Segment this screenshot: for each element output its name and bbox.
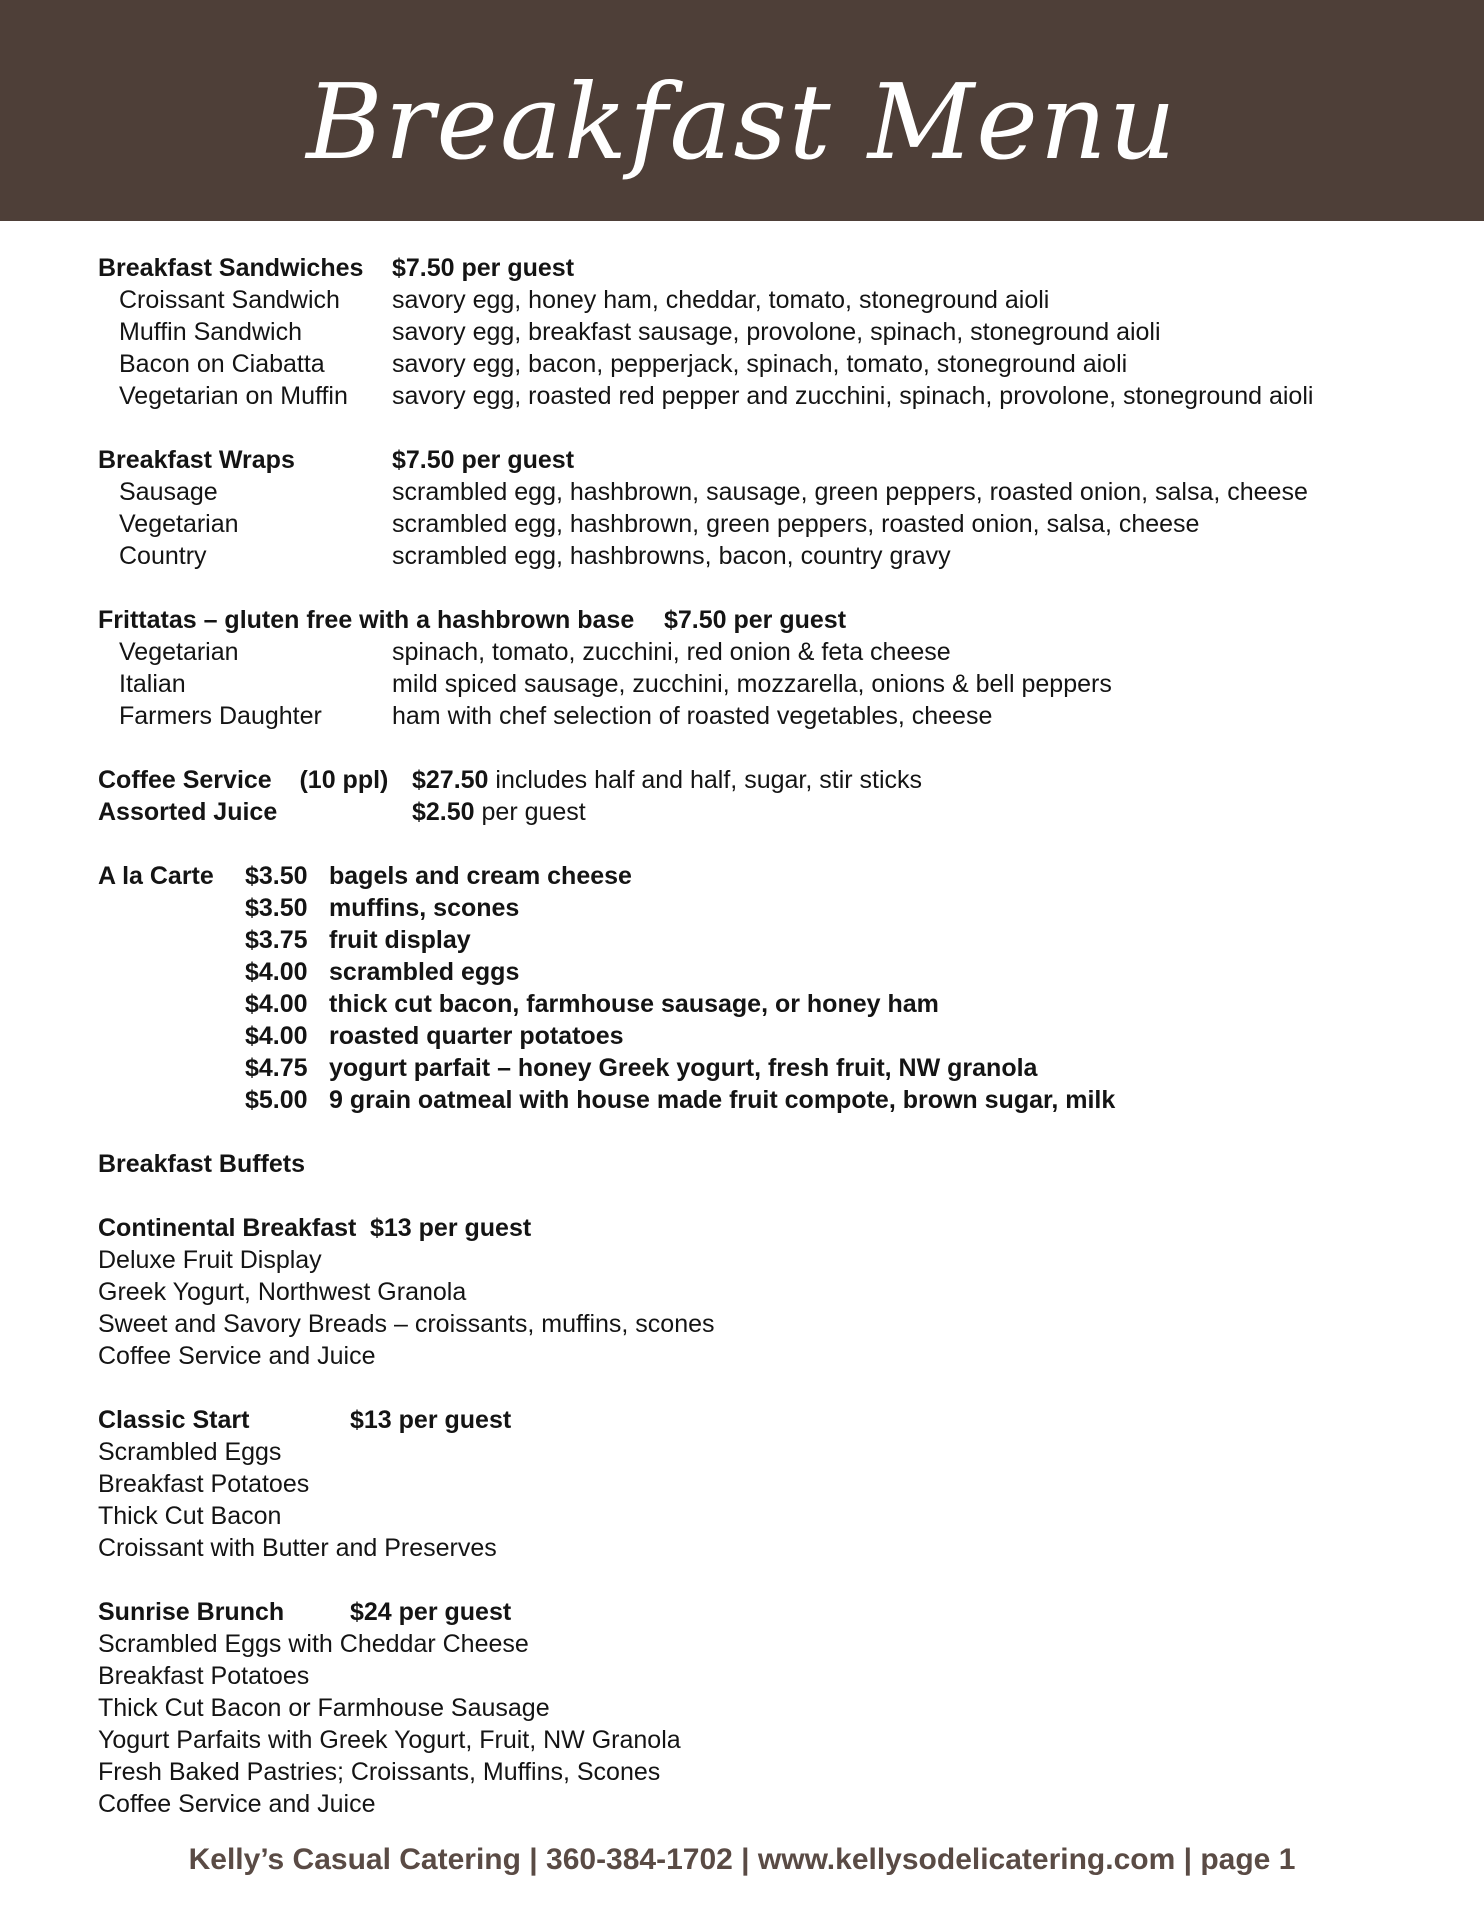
beverage-name: Assorted Juice xyxy=(98,798,278,826)
item-description: bagels and cream cheese xyxy=(329,862,632,890)
item-description: scrambled egg, hashbrowns, bacon, country gravy xyxy=(392,542,951,570)
section-price: $7.50 per guest xyxy=(664,606,847,634)
menu-item xyxy=(98,476,1398,508)
menu-item xyxy=(98,668,1398,700)
beverage-description: per guest xyxy=(474,798,586,826)
buffet-header-sunrise xyxy=(98,1596,1398,1628)
item-name: Country xyxy=(119,542,207,570)
list-item: Croissant with Butter and Preserves xyxy=(98,1534,497,1562)
a-la-carte-item xyxy=(98,988,1398,1020)
buffet-header-classic xyxy=(98,1404,1398,1436)
item-name: Italian xyxy=(119,670,186,698)
section-price: $7.50 per guest xyxy=(392,446,575,474)
menu-item xyxy=(98,700,1398,732)
item-price: $4.00 xyxy=(245,1022,308,1050)
item-description: scrambled egg, hashbrown, green peppers, roasted onion, salsa, cheese xyxy=(392,510,1200,538)
item-price: $5.00 xyxy=(245,1086,308,1114)
section-price: $7.50 per guest xyxy=(392,254,575,282)
menu-item xyxy=(98,316,1398,348)
a-la-carte-item xyxy=(98,1084,1398,1116)
item-price: $4.00 xyxy=(245,958,308,986)
beverage-description: includes half and half, sugar, stir sticks xyxy=(488,766,923,794)
a-la-carte-item xyxy=(98,924,1398,956)
menu-item xyxy=(98,540,1398,572)
buffet-header-continental xyxy=(98,1212,1398,1244)
header-banner xyxy=(0,0,1484,221)
section-title: Frittatas – gluten free with a hashbrown base xyxy=(98,606,635,634)
a-la-carte-item xyxy=(98,892,1398,924)
item-description: 9 grain oatmeal with house made fruit compote, brown sugar, milk xyxy=(329,1086,1116,1114)
item-name: Sausage xyxy=(119,478,218,506)
item-description: savory egg, bacon, pepperjack, spinach, tomato, stoneground aioli xyxy=(392,350,1128,378)
item-description: scrambled egg, hashbrown, sausage, green peppers, roasted onion, salsa, cheese xyxy=(392,478,1308,506)
item-description: ham with chef selection of roasted vegetables, cheese xyxy=(392,702,993,730)
list-item: Coffee Service and Juice xyxy=(98,1790,376,1818)
list-item: Yogurt Parfaits with Greek Yogurt, Fruit, NW Granola xyxy=(98,1726,681,1754)
item-name: Vegetarian xyxy=(119,638,239,666)
list-item: Thick Cut Bacon xyxy=(98,1502,282,1530)
menu-item xyxy=(98,636,1398,668)
buffet-title: Sunrise Brunch xyxy=(98,1598,285,1626)
item-name: Vegetarian xyxy=(119,510,239,538)
item-description: thick cut bacon, farmhouse sausage, or honey ham xyxy=(329,990,939,1018)
list-item: Deluxe Fruit Display xyxy=(98,1246,322,1274)
item-price: $3.75 xyxy=(245,926,308,954)
item-name: Muffin Sandwich xyxy=(119,318,302,346)
list-item: Scrambled Eggs with Cheddar Cheese xyxy=(98,1630,529,1658)
item-description: muffins, scones xyxy=(329,894,520,922)
footer-contact: Kelly’s Casual Catering | 360-384-1702 | www.kellysodelicatering.com | page 1 xyxy=(188,1843,1296,1876)
item-price: $4.00 xyxy=(245,990,308,1018)
section-title: Breakfast Wraps xyxy=(98,446,295,474)
item-description: savory egg, roasted red pepper and zucchini, spinach, provolone, stoneground aioli xyxy=(392,382,1314,410)
list-item: Breakfast Potatoes xyxy=(98,1662,310,1690)
list-item: Greek Yogurt, Northwest Granola xyxy=(98,1278,467,1306)
beverage-price: $27.50 xyxy=(412,766,489,794)
item-description: yogurt parfait – honey Greek yogurt, fresh fruit, NW granola xyxy=(329,1054,1038,1082)
list-item: Thick Cut Bacon or Farmhouse Sausage xyxy=(98,1694,550,1722)
item-description: fruit display xyxy=(329,926,471,954)
coffee-service xyxy=(98,764,1398,796)
item-price: $3.50 xyxy=(245,894,308,922)
assorted-juice xyxy=(98,796,1398,828)
list-item: Fresh Baked Pastries; Croissants, Muffins, Scones xyxy=(98,1758,661,1786)
section-header-sandwiches xyxy=(98,252,1398,284)
a-la-carte-item xyxy=(98,956,1398,988)
buffet-price: $13 per guest xyxy=(350,1406,512,1434)
section-title: Breakfast Buffets xyxy=(98,1150,306,1178)
menu-content xyxy=(98,252,1398,1820)
item-name: Croissant Sandwich xyxy=(119,286,340,314)
a-la-carte-item xyxy=(98,1020,1398,1052)
item-price: $4.75 xyxy=(245,1054,308,1082)
list-item: Sweet and Savory Breads – croissants, muffins, scones xyxy=(98,1310,715,1338)
buffet-price: $13 per guest xyxy=(370,1214,532,1242)
item-description: savory egg, breakfast sausage, provolone, spinach, stoneground aioli xyxy=(392,318,1161,346)
page-title: Breakfast Menu xyxy=(306,61,1178,183)
menu-item xyxy=(98,348,1398,380)
buffet-title: Continental Breakfast xyxy=(98,1214,357,1242)
section-title: A la Carte xyxy=(98,862,214,890)
item-description: spinach, tomato, zucchini, red onion & feta cheese xyxy=(392,638,951,666)
section-title: Breakfast Sandwiches xyxy=(98,254,364,282)
item-name: Bacon on Ciabatta xyxy=(119,350,325,378)
item-description: savory egg, honey ham, cheddar, tomato, stoneground aioli xyxy=(392,286,1050,314)
buffets-heading xyxy=(98,1148,1398,1180)
list-item: Breakfast Potatoes xyxy=(98,1470,310,1498)
item-description: roasted quarter potatoes xyxy=(329,1022,624,1050)
section-header-frittatas xyxy=(98,604,1398,636)
beverage-name: Coffee Service (10 ppl) xyxy=(98,766,389,794)
beverage-price: $2.50 xyxy=(412,798,475,826)
item-name: Vegetarian on Muffin xyxy=(119,382,348,410)
item-price: $3.50 xyxy=(245,862,308,890)
section-header-wraps xyxy=(98,444,1398,476)
a-la-carte-item xyxy=(98,1052,1398,1084)
item-name: Farmers Daughter xyxy=(119,702,322,730)
menu-item xyxy=(98,508,1398,540)
list-item: Coffee Service and Juice xyxy=(98,1342,376,1370)
menu-item xyxy=(98,380,1398,412)
item-description: mild spiced sausage, zucchini, mozzarella, onions & bell peppers xyxy=(392,670,1112,698)
buffet-price: $24 per guest xyxy=(350,1598,512,1626)
buffet-title: Classic Start xyxy=(98,1406,250,1434)
item-description: scrambled eggs xyxy=(329,958,520,986)
a-la-carte-item xyxy=(98,860,1398,892)
list-item: Scrambled Eggs xyxy=(98,1438,282,1466)
menu-item xyxy=(98,284,1398,316)
